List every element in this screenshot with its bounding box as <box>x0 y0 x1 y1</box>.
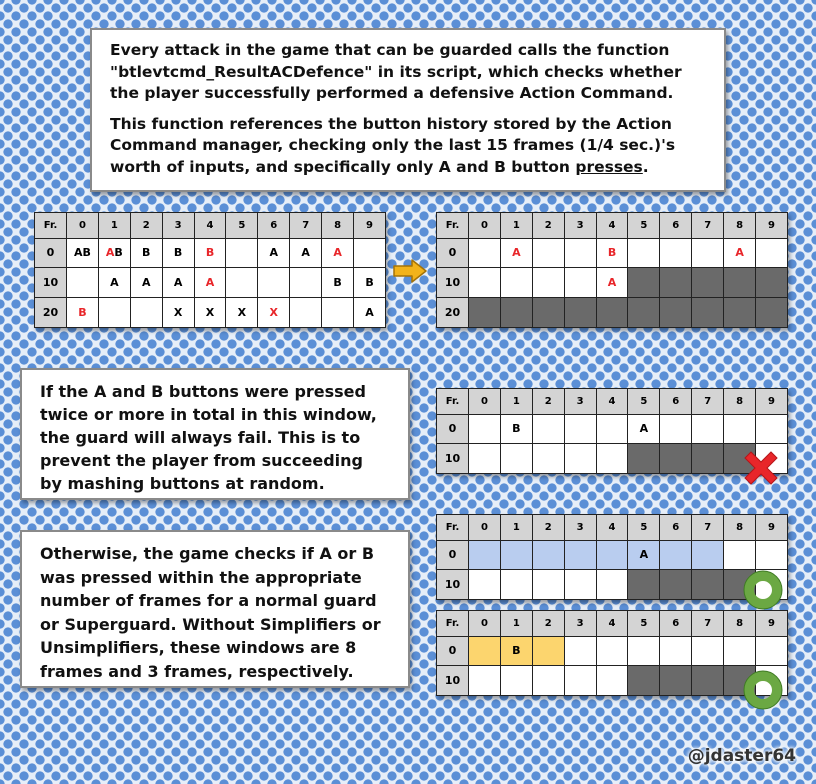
frame-cell: B <box>194 238 226 268</box>
row-label: 10 <box>35 268 67 298</box>
frame-cell <box>628 666 660 696</box>
frame-cell <box>628 570 660 600</box>
frame-cell <box>469 268 501 298</box>
frame-cell: A <box>628 540 660 570</box>
window-rule-box <box>20 530 410 688</box>
frame-cell: X <box>226 298 258 328</box>
column-header: 3 <box>564 213 596 239</box>
column-header: 2 <box>532 213 564 239</box>
column-header: 4 <box>596 389 628 415</box>
frame-cell <box>564 414 596 444</box>
frame-cell: X <box>162 298 194 328</box>
frame-cell <box>469 540 501 570</box>
intro-paragraph-2-end: . <box>642 157 649 176</box>
frame-cell <box>692 636 724 666</box>
column-header: 0 <box>469 213 501 239</box>
column-header: 6 <box>258 213 290 239</box>
column-header: 6 <box>660 213 692 239</box>
frame-cell <box>469 238 501 268</box>
frame-cell <box>756 540 788 570</box>
column-header: 1 <box>98 213 130 239</box>
column-header: 9 <box>756 389 788 415</box>
table-row <box>35 238 386 268</box>
success-ring-icon <box>743 670 783 710</box>
frame-cell <box>628 268 660 298</box>
table-row <box>437 298 788 328</box>
column-header: 9 <box>756 515 788 541</box>
frame-cell <box>660 268 692 298</box>
table-row <box>437 540 788 570</box>
frame-cell <box>532 268 564 298</box>
column-header: 6 <box>660 611 692 637</box>
column-header: 0 <box>67 213 99 239</box>
column-header: 3 <box>564 611 596 637</box>
frame-cell <box>469 414 501 444</box>
intro-paragraph-1: Every attack in the game that can be guarded calls the function "btlevtcmd_ResultACDefence" in its script, which checks whether the player successfully performed a defensive Action Command. <box>110 41 682 102</box>
success-ring-icon <box>743 570 783 610</box>
window-rule-text: Otherwise, the game checks if A or B was pressed within the appropriate number of frames for a normal guard or Superguard. Without Simplifiers or Unsimplifiers, these windows are 8 frames and 3 frames, respectively. <box>40 544 381 681</box>
mash-rule-text: If the A and B buttons were pressed twice or more in total in this window, the guard will always fail. This is to prevent the player from succeeding by mashing buttons at random. <box>40 382 377 493</box>
intro-paragraph-2 <box>110 114 706 179</box>
column-header: 4 <box>194 213 226 239</box>
column-header: 2 <box>532 389 564 415</box>
frame-cell <box>532 636 564 666</box>
table-row <box>35 268 386 298</box>
frame-cell <box>469 570 501 600</box>
column-header: 0 <box>469 389 501 415</box>
column-header: 2 <box>532 611 564 637</box>
frame-cell: A <box>500 238 532 268</box>
frame-cell <box>469 444 501 474</box>
frame-cell <box>692 444 724 474</box>
frame-header-label: Fr. <box>437 389 469 415</box>
frame-cell: AB <box>67 238 99 268</box>
frame-cell: B <box>354 268 386 298</box>
frame-header-label: Fr. <box>437 515 469 541</box>
frame-cell <box>532 414 564 444</box>
frame-cell <box>596 570 628 600</box>
frame-cell: A <box>354 298 386 328</box>
row-label: 10 <box>437 268 469 298</box>
fail-x-icon <box>741 448 781 488</box>
table-row <box>35 298 386 328</box>
frame-cell: A <box>596 268 628 298</box>
row-label: 20 <box>35 298 67 328</box>
frame-cell <box>596 540 628 570</box>
frame-cell <box>564 298 596 328</box>
table-row <box>437 414 788 444</box>
frame-cell <box>226 268 258 298</box>
frame-cell <box>724 268 756 298</box>
frame-cell: X <box>258 298 290 328</box>
frame-cell <box>532 666 564 696</box>
frame-header-label: Fr. <box>437 611 469 637</box>
frame-cell <box>660 414 692 444</box>
frame-cell <box>756 298 788 328</box>
author-credit: @jdaster64 <box>687 746 796 766</box>
frame-cell <box>692 666 724 696</box>
frame-cell <box>322 298 354 328</box>
column-header: 9 <box>354 213 386 239</box>
column-header: 7 <box>290 213 322 239</box>
frame-cell <box>564 636 596 666</box>
frame-cell <box>532 298 564 328</box>
frame-cell <box>500 444 532 474</box>
frame-cell <box>724 414 756 444</box>
frame-cell: A <box>162 268 194 298</box>
row-label: 10 <box>437 666 469 696</box>
column-header: 7 <box>692 213 724 239</box>
column-header: 9 <box>756 611 788 637</box>
frame-cell <box>756 238 788 268</box>
frame-cell <box>756 414 788 444</box>
frame-cell <box>500 570 532 600</box>
frame-cell: A <box>130 268 162 298</box>
column-header: 5 <box>628 389 660 415</box>
table-row <box>437 268 788 298</box>
column-header: 3 <box>162 213 194 239</box>
column-header: 1 <box>500 213 532 239</box>
row-label: 10 <box>437 444 469 474</box>
column-header: 3 <box>564 389 596 415</box>
column-header: 9 <box>756 213 788 239</box>
frame-cell <box>724 636 756 666</box>
frame-cell <box>660 540 692 570</box>
row-label: 0 <box>437 414 469 444</box>
frame-cell <box>564 268 596 298</box>
frame-cell <box>532 570 564 600</box>
frame-cell <box>660 636 692 666</box>
column-header: 8 <box>724 611 756 637</box>
frame-cell: B <box>322 268 354 298</box>
frame-cell <box>564 444 596 474</box>
frame-cell <box>290 268 322 298</box>
filtered-presses-table <box>436 212 788 328</box>
column-header: 4 <box>596 213 628 239</box>
frame-cell <box>564 570 596 600</box>
frame-cell: B <box>67 298 99 328</box>
frame-cell <box>596 414 628 444</box>
frame-cell <box>354 238 386 268</box>
column-header: 4 <box>596 611 628 637</box>
frame-cell <box>628 238 660 268</box>
header-row <box>437 611 788 637</box>
column-header: 5 <box>628 213 660 239</box>
frame-cell <box>226 238 258 268</box>
frame-cell: B <box>596 238 628 268</box>
column-header: 2 <box>532 515 564 541</box>
frame-cell <box>756 636 788 666</box>
column-header: 7 <box>692 611 724 637</box>
frame-cell <box>692 268 724 298</box>
frame-header-label: Fr. <box>35 213 67 239</box>
frame-cell <box>692 540 724 570</box>
frame-cell <box>628 636 660 666</box>
frame-cell <box>628 298 660 328</box>
column-header: 5 <box>226 213 258 239</box>
row-label: 0 <box>437 540 469 570</box>
table-row <box>437 570 788 600</box>
frame-cell <box>692 570 724 600</box>
header-row <box>437 389 788 415</box>
cell-held-part: B <box>114 246 123 260</box>
frame-cell <box>564 666 596 696</box>
intro-underlined-word: presses <box>575 157 643 176</box>
mash-rule-box <box>20 368 410 500</box>
column-header: 8 <box>724 515 756 541</box>
frame-cell: A <box>98 268 130 298</box>
column-header: 1 <box>500 515 532 541</box>
frame-cell: X <box>194 298 226 328</box>
frame-cell: A <box>290 238 322 268</box>
header-row <box>35 213 386 239</box>
frame-cell: A <box>258 238 290 268</box>
frame-cell <box>500 540 532 570</box>
frame-cell <box>500 298 532 328</box>
frame-cell <box>469 636 501 666</box>
column-header: 0 <box>469 515 501 541</box>
frame-cell <box>532 444 564 474</box>
frame-cell <box>660 444 692 474</box>
row-label: 0 <box>437 238 469 268</box>
header-row <box>437 515 788 541</box>
column-header: 5 <box>628 515 660 541</box>
frame-cell <box>692 414 724 444</box>
frame-cell <box>660 666 692 696</box>
mashing-example-table <box>436 388 788 474</box>
column-header: 3 <box>564 515 596 541</box>
frame-cell <box>469 666 501 696</box>
frame-cell <box>98 298 130 328</box>
superguard-window-table <box>436 610 788 696</box>
frame-cell <box>660 298 692 328</box>
frame-cell <box>692 298 724 328</box>
frame-cell <box>290 298 322 328</box>
frame-cell: B <box>162 238 194 268</box>
frame-cell <box>500 268 532 298</box>
frame-cell <box>67 268 99 298</box>
intro-box <box>90 28 726 192</box>
column-header: 8 <box>724 389 756 415</box>
frame-cell <box>564 238 596 268</box>
frame-cell <box>98 238 130 268</box>
frame-cell <box>724 298 756 328</box>
frame-cell <box>469 298 501 328</box>
frame-cell <box>596 666 628 696</box>
frame-cell: B <box>500 414 532 444</box>
frame-cell <box>692 238 724 268</box>
frame-cell: A <box>322 238 354 268</box>
frame-cell <box>130 298 162 328</box>
column-header: 8 <box>724 213 756 239</box>
frame-cell <box>532 238 564 268</box>
frame-cell <box>532 540 564 570</box>
button-history-table <box>34 212 386 328</box>
header-row <box>437 213 788 239</box>
frame-cell <box>258 268 290 298</box>
column-header: 1 <box>500 389 532 415</box>
row-label: 20 <box>437 298 469 328</box>
frame-header-label: Fr. <box>437 213 469 239</box>
column-header: 5 <box>628 611 660 637</box>
column-header: 1 <box>500 611 532 637</box>
frame-cell <box>596 636 628 666</box>
column-header: 2 <box>130 213 162 239</box>
arrow-right-icon <box>392 258 428 284</box>
column-header: 6 <box>660 515 692 541</box>
table-row <box>437 666 788 696</box>
intro-paragraph-2-text: This function references the button history stored by the Action Command manager, checking only the last 15 frames (1/4 sec.)'s worth of inputs, and specifically only A and B button <box>110 114 676 176</box>
row-label: 0 <box>437 636 469 666</box>
frame-cell: B <box>500 636 532 666</box>
column-header: 6 <box>660 389 692 415</box>
column-header: 7 <box>692 389 724 415</box>
cell-press-part: A <box>105 246 115 260</box>
row-label: 0 <box>35 238 67 268</box>
frame-cell: A <box>194 268 226 298</box>
frame-cell <box>660 570 692 600</box>
row-label: 10 <box>437 570 469 600</box>
table-row <box>437 636 788 666</box>
column-header: 7 <box>692 515 724 541</box>
frame-cell <box>564 540 596 570</box>
column-header: 0 <box>469 611 501 637</box>
table-row <box>437 444 788 474</box>
frame-cell <box>724 540 756 570</box>
frame-cell <box>596 298 628 328</box>
table-row <box>437 238 788 268</box>
frame-cell <box>660 238 692 268</box>
guard-window-table <box>436 514 788 600</box>
frame-cell: A <box>724 238 756 268</box>
frame-cell: A <box>628 414 660 444</box>
frame-cell <box>500 666 532 696</box>
column-header: 8 <box>322 213 354 239</box>
column-header: 4 <box>596 515 628 541</box>
frame-cell <box>756 268 788 298</box>
frame-cell: B <box>130 238 162 268</box>
frame-cell <box>628 444 660 474</box>
frame-cell <box>596 444 628 474</box>
